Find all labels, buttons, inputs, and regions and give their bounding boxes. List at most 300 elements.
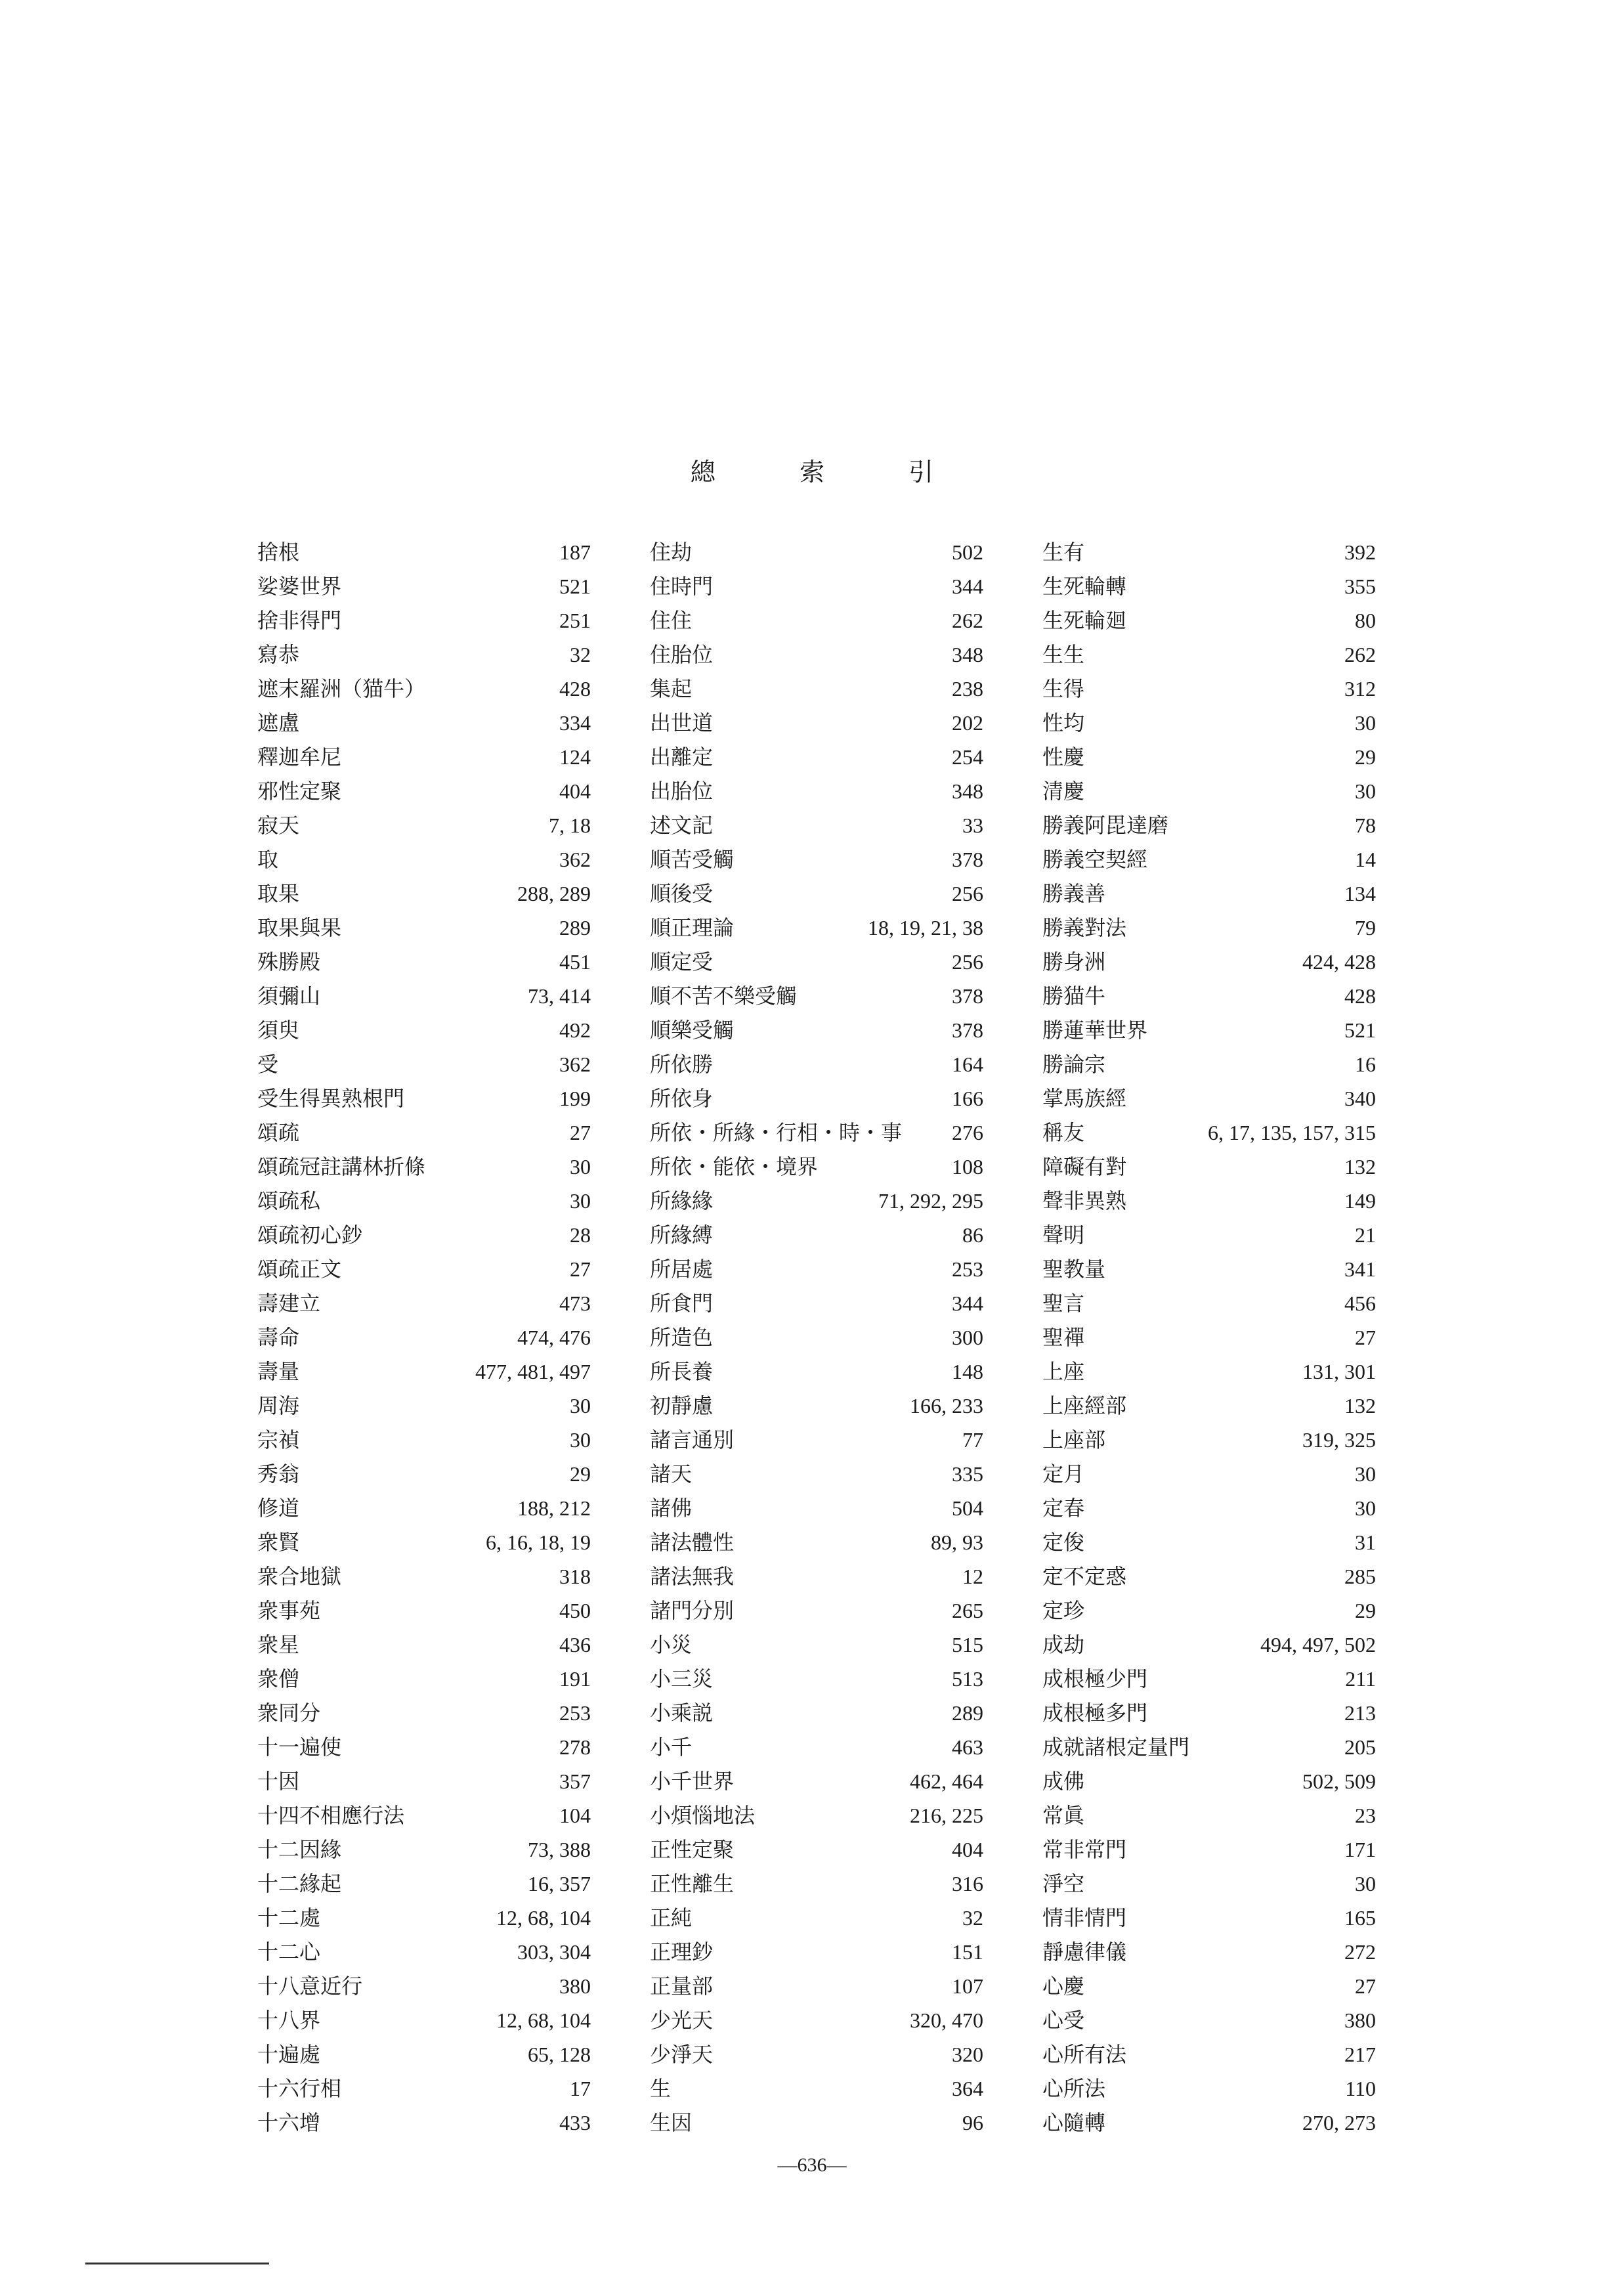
index-page-refs: 12, 68, 104 <box>496 2008 591 2032</box>
index-term: 定不定惑 <box>1042 1564 1127 1589</box>
index-term: 定春 <box>1042 1496 1085 1521</box>
index-term: 所長養 <box>650 1359 714 1384</box>
index-page-refs: 187 <box>559 540 591 564</box>
index-page-refs: 27 <box>1355 1326 1376 1349</box>
index-page-refs: 166 <box>952 1087 983 1110</box>
index-term: 心慶 <box>1042 1974 1085 1999</box>
index-entry <box>650 2003 983 2037</box>
index-entry <box>257 945 591 979</box>
index-term: 性慶 <box>1042 745 1085 769</box>
index-page-refs: 380 <box>1344 2008 1376 2032</box>
index-page-refs: 110 <box>1345 2077 1376 2100</box>
index-term: 住劫 <box>650 540 693 565</box>
index-entry <box>257 979 591 1013</box>
index-entry <box>257 740 591 774</box>
index-entry <box>1042 1798 1376 1832</box>
index-term: 所依身 <box>650 1086 714 1111</box>
index-entry <box>257 911 591 945</box>
index-page-refs: 202 <box>952 711 983 735</box>
index-term: 捨根 <box>257 540 300 565</box>
index-term: 掌馬族經 <box>1042 1086 1127 1111</box>
index-page-refs: 456 <box>1344 1291 1376 1315</box>
index-entry <box>1042 1047 1376 1081</box>
index-page-refs: 278 <box>559 1735 591 1759</box>
index-term: 上座 <box>1042 1359 1085 1384</box>
index-entry <box>1042 1935 1376 1969</box>
index-term: 出世道 <box>650 710 714 735</box>
index-entry <box>257 706 591 740</box>
index-term: 定月 <box>1042 1462 1085 1486</box>
index-page-refs: 30 <box>1355 711 1376 735</box>
index-term: 頌疏私 <box>257 1188 321 1213</box>
index-page-refs: 492 <box>559 1018 591 1042</box>
index-entry <box>257 1969 591 2003</box>
index-term: 所緣緣 <box>650 1188 714 1213</box>
index-entry <box>650 1491 983 1525</box>
index-term: 須彌山 <box>257 984 321 1008</box>
index-entry <box>1042 1764 1376 1798</box>
index-term: 十六行相 <box>257 2076 342 2101</box>
index-page-refs: 30 <box>570 1189 591 1213</box>
index-page-refs: 16 <box>1355 1052 1376 1076</box>
index-page-refs: 303, 304 <box>517 1940 591 1964</box>
footer-rule <box>85 2263 269 2264</box>
index-term: 勝猫牛 <box>1042 984 1106 1008</box>
index-term: 衆事苑 <box>257 1598 321 1623</box>
index-entry <box>650 1423 983 1457</box>
index-entry <box>1042 2037 1376 2071</box>
index-entry <box>650 1286 983 1320</box>
index-page-refs: 436 <box>559 1633 591 1657</box>
index-entry <box>650 1764 983 1798</box>
index-term: 邪性定聚 <box>257 779 342 804</box>
index-entry <box>257 1286 591 1320</box>
index-term: 十二緣起 <box>257 1871 342 1896</box>
index-entry <box>650 2106 983 2140</box>
index-page-refs: 477, 481, 497 <box>475 1360 591 1383</box>
index-entry <box>1042 979 1376 1013</box>
index-term: 上座部 <box>1042 1427 1106 1452</box>
index-term: 頌疏正文 <box>257 1257 342 1282</box>
index-page-refs: 205 <box>1344 1735 1376 1759</box>
index-entry <box>1042 2106 1376 2140</box>
index-entry <box>1042 945 1376 979</box>
index-page-refs: 462, 464 <box>910 1769 983 1793</box>
index-entry <box>1042 1696 1376 1730</box>
index-term: 所造色 <box>650 1325 714 1350</box>
index-entry <box>257 877 591 911</box>
index-term: 所食門 <box>650 1291 714 1316</box>
index-entry <box>650 1047 983 1081</box>
index-entry <box>257 2037 591 2071</box>
index-entry <box>1042 1389 1376 1423</box>
index-entry <box>650 1081 983 1116</box>
index-entry <box>1042 1491 1376 1525</box>
index-term: 衆僧 <box>257 1666 300 1691</box>
index-entry <box>650 2037 983 2071</box>
index-term: 十八界 <box>257 2008 321 2033</box>
index-page-refs: 355 <box>1344 574 1376 598</box>
index-term: 壽建立 <box>257 1291 321 1316</box>
index-entry <box>1042 1867 1376 1901</box>
index-page-refs: 521 <box>1344 1018 1376 1042</box>
index-term: 所居處 <box>650 1257 714 1282</box>
index-entry <box>257 1696 591 1730</box>
index-entry <box>650 1184 983 1218</box>
index-entry <box>257 1559 591 1593</box>
index-entry <box>1042 2071 1376 2106</box>
index-page-refs: 31 <box>1355 1530 1376 1554</box>
index-term: 住胎位 <box>650 642 714 667</box>
index-term: 壽命 <box>257 1325 300 1350</box>
index-page-refs: 270, 273 <box>1302 2111 1376 2134</box>
index-page-refs: 96 <box>962 2111 983 2134</box>
index-term: 小災 <box>650 1632 693 1657</box>
index-term: 小千 <box>650 1735 693 1760</box>
index-entry <box>257 535 591 569</box>
index-page-refs: 132 <box>1344 1155 1376 1179</box>
index-page-refs: 344 <box>952 574 983 598</box>
index-page-refs: 424, 428 <box>1302 950 1376 974</box>
index-entry <box>1042 1184 1376 1218</box>
index-page-refs: 289 <box>952 1701 983 1725</box>
index-term: 受生得異熟根門 <box>257 1086 405 1111</box>
index-page-refs: 131, 301 <box>1302 1360 1376 1383</box>
index-entry <box>1042 2003 1376 2037</box>
index-term: 寂天 <box>257 813 300 838</box>
index-term: 取果 <box>257 881 300 906</box>
index-term: 勝論宗 <box>1042 1052 1106 1077</box>
index-entry <box>1042 877 1376 911</box>
index-entry <box>257 808 591 842</box>
index-term: 淨空 <box>1042 1871 1085 1896</box>
index-term: 勝義阿毘達磨 <box>1042 813 1169 838</box>
index-page-refs: 86 <box>962 1223 983 1247</box>
index-entry <box>257 1628 591 1662</box>
index-entry <box>650 672 983 706</box>
index-entry <box>650 979 983 1013</box>
index-page-refs: 12 <box>962 1565 983 1588</box>
index-entry <box>1042 740 1376 774</box>
index-entry <box>1042 1286 1376 1320</box>
index-entry <box>1042 603 1376 638</box>
index-term: 衆星 <box>257 1632 300 1657</box>
index-term: 小千世界 <box>650 1769 735 1794</box>
index-page-refs: 262 <box>1344 643 1376 666</box>
index-page-refs: 256 <box>952 882 983 905</box>
index-term: 勝身洲 <box>1042 949 1106 974</box>
index-page-refs: 341 <box>1344 1257 1376 1281</box>
index-term: 壽量 <box>257 1359 300 1384</box>
index-entry <box>1042 911 1376 945</box>
index-term: 十一遍使 <box>257 1735 342 1760</box>
index-entry <box>650 1389 983 1423</box>
index-entry <box>1042 1628 1376 1662</box>
index-term: 小乘説 <box>650 1700 714 1725</box>
index-term: 勝義空契經 <box>1042 847 1148 872</box>
index-page-refs: 27 <box>570 1121 591 1144</box>
index-term: 捨非得門 <box>257 608 342 633</box>
index-page-refs: 254 <box>952 745 983 769</box>
index-entry <box>1042 672 1376 706</box>
index-page-refs: 211 <box>1345 1667 1376 1691</box>
index-page-refs: 253 <box>952 1257 983 1281</box>
index-entry <box>1042 1150 1376 1184</box>
index-page-refs: 502, 509 <box>1302 1769 1376 1793</box>
index-term: 聲明 <box>1042 1223 1085 1247</box>
index-page-refs: 27 <box>1355 1974 1376 1998</box>
index-page-refs: 148 <box>952 1360 983 1383</box>
index-entry <box>1042 1559 1376 1593</box>
index-entry <box>1042 842 1376 877</box>
index-page-refs: 504 <box>952 1496 983 1520</box>
index-term: 心隨轉 <box>1042 2110 1106 2135</box>
index-page-refs: 14 <box>1355 848 1376 871</box>
index-term: 宗禎 <box>257 1427 300 1452</box>
index-page-refs: 494, 497, 502 <box>1260 1633 1376 1657</box>
index-page-refs: 276 <box>952 1121 983 1144</box>
index-entry <box>650 1696 983 1730</box>
index-term: 十因 <box>257 1769 300 1794</box>
index-page-refs: 151 <box>952 1940 983 1964</box>
index-term: 所依勝 <box>650 1052 714 1077</box>
index-entry <box>257 2003 591 2037</box>
index-page-refs: 238 <box>952 677 983 701</box>
index-page-refs: 216, 225 <box>910 1804 983 1827</box>
index-page-refs: 16, 357 <box>528 1872 591 1895</box>
index-term: 正性離生 <box>650 1871 735 1896</box>
index-entry <box>1042 1457 1376 1491</box>
index-entry <box>650 1525 983 1559</box>
index-term: 十二因緣 <box>257 1837 342 1862</box>
index-page-refs: 6, 17, 135, 157, 315 <box>1208 1121 1376 1144</box>
index-term: 衆同分 <box>257 1700 321 1725</box>
index-term: 述文記 <box>650 813 714 838</box>
index-term: 頌疏初心鈔 <box>257 1223 363 1247</box>
index-column-2 <box>650 535 983 2140</box>
index-term: 衆合地獄 <box>257 1564 342 1589</box>
index-page-refs: 428 <box>559 677 591 701</box>
index-entry <box>1042 1320 1376 1354</box>
index-entry <box>257 1593 591 1628</box>
index-term: 少光天 <box>650 2008 714 2033</box>
index-page-refs: 320 <box>952 2043 983 2066</box>
index-entry <box>1042 1730 1376 1764</box>
index-entry <box>1042 1832 1376 1867</box>
index-entry <box>650 1867 983 1901</box>
index-entry <box>650 1798 983 1832</box>
index-term: 生因 <box>650 2110 693 2135</box>
index-page-refs: 124 <box>559 745 591 769</box>
index-page-refs: 17 <box>570 2077 591 2100</box>
index-term: 正性定聚 <box>650 1837 735 1862</box>
index-term: 成根極少門 <box>1042 1666 1148 1691</box>
index-entry <box>650 945 983 979</box>
index-term: 小三災 <box>650 1666 714 1691</box>
index-page-refs: 300 <box>952 1326 983 1349</box>
index-page-refs: 6, 16, 18, 19 <box>486 1530 591 1554</box>
index-term: 遮末羅洲（猫牛） <box>257 676 426 701</box>
index-entry <box>1042 808 1376 842</box>
index-page-refs: 362 <box>559 848 591 871</box>
index-term: 情非情門 <box>1042 1905 1127 1930</box>
index-term: 受 <box>257 1052 279 1077</box>
index-page-refs: 288, 289 <box>517 882 591 905</box>
index-entry <box>257 1423 591 1457</box>
index-column-1 <box>257 535 591 2140</box>
index-page-refs: 165 <box>1344 1906 1376 1930</box>
index-entry <box>257 1935 591 1969</box>
index-entry <box>257 1730 591 1764</box>
index-entry <box>257 1252 591 1286</box>
index-entry <box>650 1457 983 1491</box>
index-entry <box>650 1218 983 1252</box>
index-entry <box>257 1354 591 1389</box>
index-entry <box>257 1867 591 1901</box>
index-entry <box>1042 1423 1376 1457</box>
index-page-refs: 78 <box>1355 813 1376 837</box>
index-page-refs: 515 <box>952 1633 983 1657</box>
index-page-refs: 316 <box>952 1872 983 1895</box>
index-page-refs: 30 <box>1355 1496 1376 1520</box>
index-term: 成就諸根定量門 <box>1042 1735 1190 1760</box>
index-term: 殊勝殿 <box>257 949 321 974</box>
index-term: 清慶 <box>1042 779 1085 804</box>
index-page-refs: 378 <box>952 1018 983 1042</box>
index-page-refs: 378 <box>952 848 983 871</box>
page-title: 總 索 引 <box>690 458 972 487</box>
index-page-refs: 272 <box>1344 1940 1376 1964</box>
index-entry <box>1042 1593 1376 1628</box>
index-term: 周海 <box>257 1393 300 1418</box>
index-term: 成根極多門 <box>1042 1700 1148 1725</box>
index-page-refs: 256 <box>952 950 983 974</box>
index-page-refs: 362 <box>559 1052 591 1076</box>
index-page-refs: 33 <box>962 813 983 837</box>
index-entry <box>1042 1081 1376 1116</box>
index-entry <box>650 1354 983 1389</box>
index-term: 正量部 <box>650 1974 714 1999</box>
index-term: 修道 <box>257 1496 300 1521</box>
index-entry <box>650 877 983 911</box>
index-entry <box>257 774 591 808</box>
index-page-refs: 285 <box>1344 1565 1376 1588</box>
index-term: 諸法無我 <box>650 1564 735 1589</box>
index-entry <box>257 1764 591 1798</box>
index-entry <box>1042 706 1376 740</box>
index-page-refs: 463 <box>952 1735 983 1759</box>
index-term: 釋迦牟尼 <box>257 745 342 769</box>
index-term: 取果與果 <box>257 915 342 940</box>
index-page-refs: 450 <box>559 1599 591 1622</box>
index-entry <box>257 1832 591 1867</box>
index-entry <box>257 1457 591 1491</box>
index-term: 心所有法 <box>1042 2042 1127 2067</box>
index-page-refs: 65, 128 <box>528 2043 591 2066</box>
index-term: 出離定 <box>650 745 714 769</box>
index-term: 性均 <box>1042 710 1085 735</box>
index-term: 取 <box>257 847 279 872</box>
index-term: 障礙有對 <box>1042 1154 1127 1179</box>
index-page-refs: 404 <box>952 1838 983 1861</box>
index-term: 諸法體性 <box>650 1530 735 1555</box>
index-term: 少淨天 <box>650 2042 714 2067</box>
index-entry <box>650 1901 983 1935</box>
index-page-refs: 521 <box>559 574 591 598</box>
index-term: 十四不相應行法 <box>257 1803 405 1828</box>
index-page-refs: 30 <box>1355 779 1376 803</box>
index-entry <box>650 1320 983 1354</box>
index-entry <box>257 1901 591 1935</box>
index-page-refs: 473 <box>559 1291 591 1315</box>
index-term: 生死輪轉 <box>1042 574 1127 599</box>
index-term: 所依・所緣・行相・時・事 <box>650 1120 903 1145</box>
index-page-refs: 334 <box>559 711 591 735</box>
index-page-refs: 108 <box>952 1155 983 1179</box>
index-page-refs: 28 <box>570 1223 591 1247</box>
index-term: 常眞 <box>1042 1803 1085 1828</box>
index-entry <box>1042 1218 1376 1252</box>
index-term: 順正理論 <box>650 915 735 940</box>
index-page-refs: 335 <box>952 1462 983 1486</box>
index-page-refs: 251 <box>559 609 591 632</box>
index-term: 所依・能依・境界 <box>650 1154 819 1179</box>
index-entry <box>650 1116 983 1150</box>
index-term: 住住 <box>650 608 693 633</box>
index-page-refs: 404 <box>559 779 591 803</box>
index-page-refs: 262 <box>952 609 983 632</box>
index-page-refs: 32 <box>962 1906 983 1930</box>
index-term: 住時門 <box>650 574 714 599</box>
index-term: 正純 <box>650 1905 693 1930</box>
index-page-refs: 12, 68, 104 <box>496 1906 591 1930</box>
index-page-refs: 29 <box>1355 1599 1376 1622</box>
index-entry <box>257 1662 591 1696</box>
index-term: 上座經部 <box>1042 1393 1127 1418</box>
index-page-refs: 132 <box>1344 1394 1376 1418</box>
index-entry <box>257 1525 591 1559</box>
index-page-refs: 378 <box>952 984 983 1008</box>
index-term: 勝蓮華世界 <box>1042 1018 1148 1043</box>
index-term: 勝義善 <box>1042 881 1106 906</box>
index-entry <box>257 1116 591 1150</box>
index-entry <box>650 1252 983 1286</box>
index-page-refs: 320, 470 <box>910 2008 983 2032</box>
index-page-refs: 32 <box>570 643 591 666</box>
index-entry <box>650 1559 983 1593</box>
index-entry <box>650 1013 983 1047</box>
index-page-refs: 380 <box>559 1974 591 1998</box>
index-entry <box>1042 1662 1376 1696</box>
index-page-refs: 191 <box>559 1667 591 1691</box>
index-page-refs: 30 <box>570 1155 591 1179</box>
index-term: 順樂受觸 <box>650 1018 735 1043</box>
index-page-refs: 357 <box>559 1769 591 1793</box>
index-term: 聖言 <box>1042 1291 1085 1316</box>
index-term: 生 <box>650 2076 672 2101</box>
index-entry <box>650 569 983 603</box>
index-entry <box>650 706 983 740</box>
page-number: —636— <box>777 2154 847 2176</box>
index-page-refs: 433 <box>559 2111 591 2134</box>
index-entry <box>650 2071 983 2106</box>
index-entry <box>650 603 983 638</box>
index-entry <box>257 638 591 672</box>
index-page-refs: 513 <box>952 1667 983 1691</box>
index-term: 十六增 <box>257 2110 321 2135</box>
index-entry <box>1042 569 1376 603</box>
index-term: 心所法 <box>1042 2076 1106 2101</box>
